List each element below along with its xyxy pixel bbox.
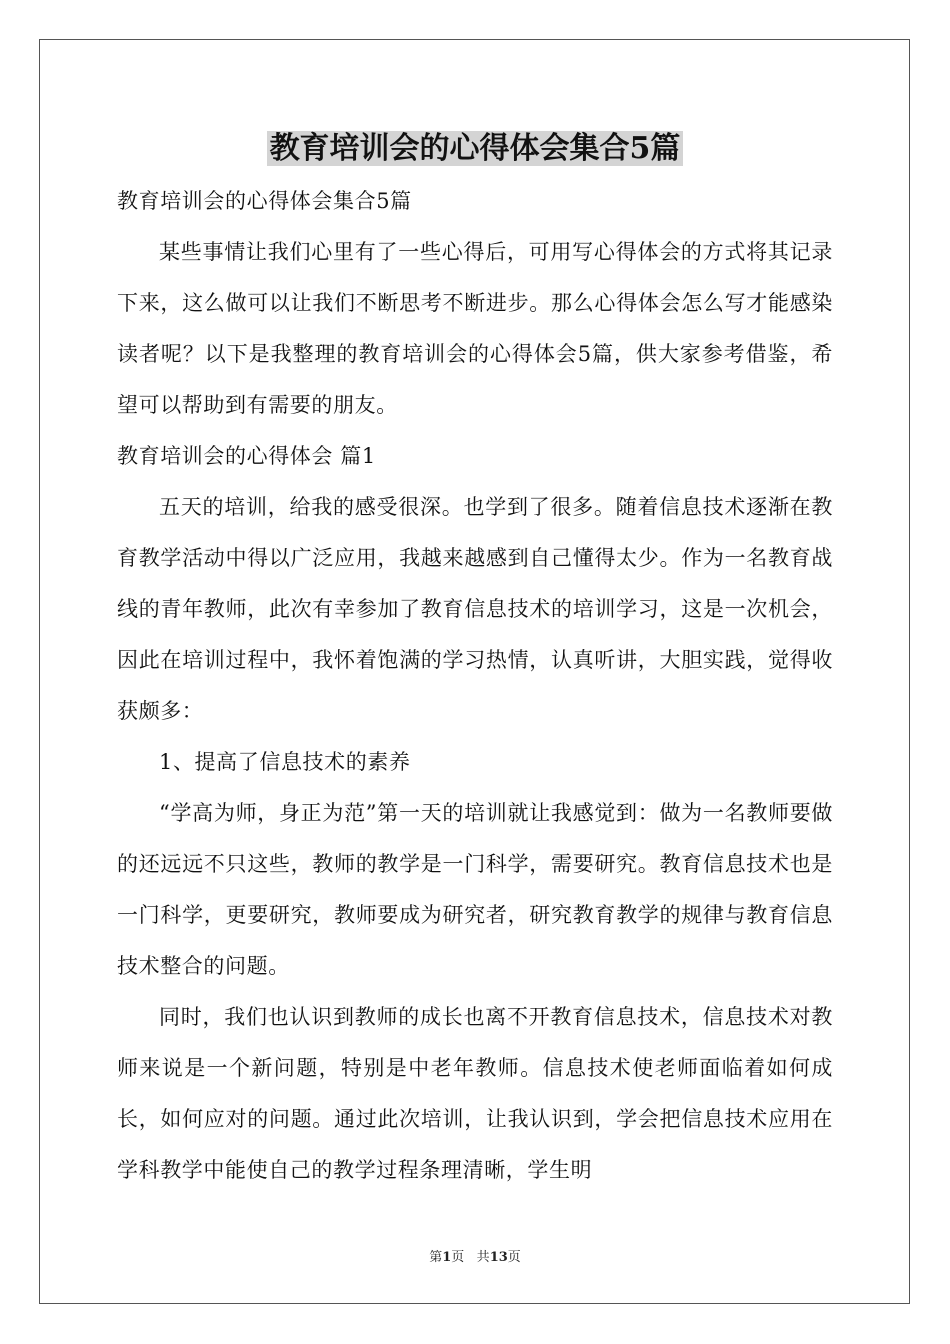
- section-paragraph-1: 五天的培训，给我的感受很深。也学到了很多。随着信息技术逐渐在教育教学活动中得以广泛应用，我越来越感到自己懂得太少。作为一名教育战线的青年教师，此次有幸参加了教育信息技术的培训学习，这是一次机会，因此在培训过程中，我怀着饱满的学习热情，认真听讲，大胆实践，觉得收获颇多：: [117, 495, 833, 723]
- page-number: 1: [442, 1250, 452, 1265]
- section-subheading: 1、提高了信息技术的素养: [159, 750, 411, 774]
- page-footer: [0, 1246, 950, 1265]
- page-suffix: 页: [451, 1250, 465, 1265]
- section-paragraph-2: “学高为师，身正为范”第一天的培训就让我感觉到：做为一名教师要做的还远远不只这些，教师的教学是一门科学，需要研究。教育信息技术也是一门科学，更要研究，教师要成为研究者，研究教育教学的规律与教育信息技术整合的问题。: [117, 801, 833, 978]
- total-pages: 13: [489, 1250, 508, 1265]
- section-heading: 教育培训会的心得体会 篇1: [117, 444, 376, 468]
- total-suffix: 页: [507, 1250, 521, 1265]
- document-title: [0, 126, 950, 172]
- page-prefix: 第: [429, 1250, 443, 1265]
- document-subtitle: 教育培训会的心得体会集合5篇: [117, 189, 412, 213]
- document-title-text: 教育培训会的心得体会集合5篇: [267, 131, 684, 166]
- section-paragraph-3: 同时，我们也认识到教师的成长也离不开教育信息技术，信息技术对教师来说是一个新问题，特别是中老年教师。信息技术使老师面临着如何成长，如何应对的问题。通过此次培训，让我认识到，学会把信息技术应用在学科教学中能使自己的教学过程条理清晰，学生明: [117, 1005, 833, 1182]
- intro-paragraph: 某些事情让我们心里有了一些心得后，可用写心得体会的方式将其记录下来，这么做可以让我们不断思考不断进步。那么心得体会怎么写才能感染读者呢？以下是我整理的教育培训会的心得体会5篇，供大家参考借鉴，希望可以帮助到有需要的朋友。: [117, 240, 833, 417]
- document-body: [117, 176, 833, 1196]
- total-prefix: 共: [476, 1250, 490, 1265]
